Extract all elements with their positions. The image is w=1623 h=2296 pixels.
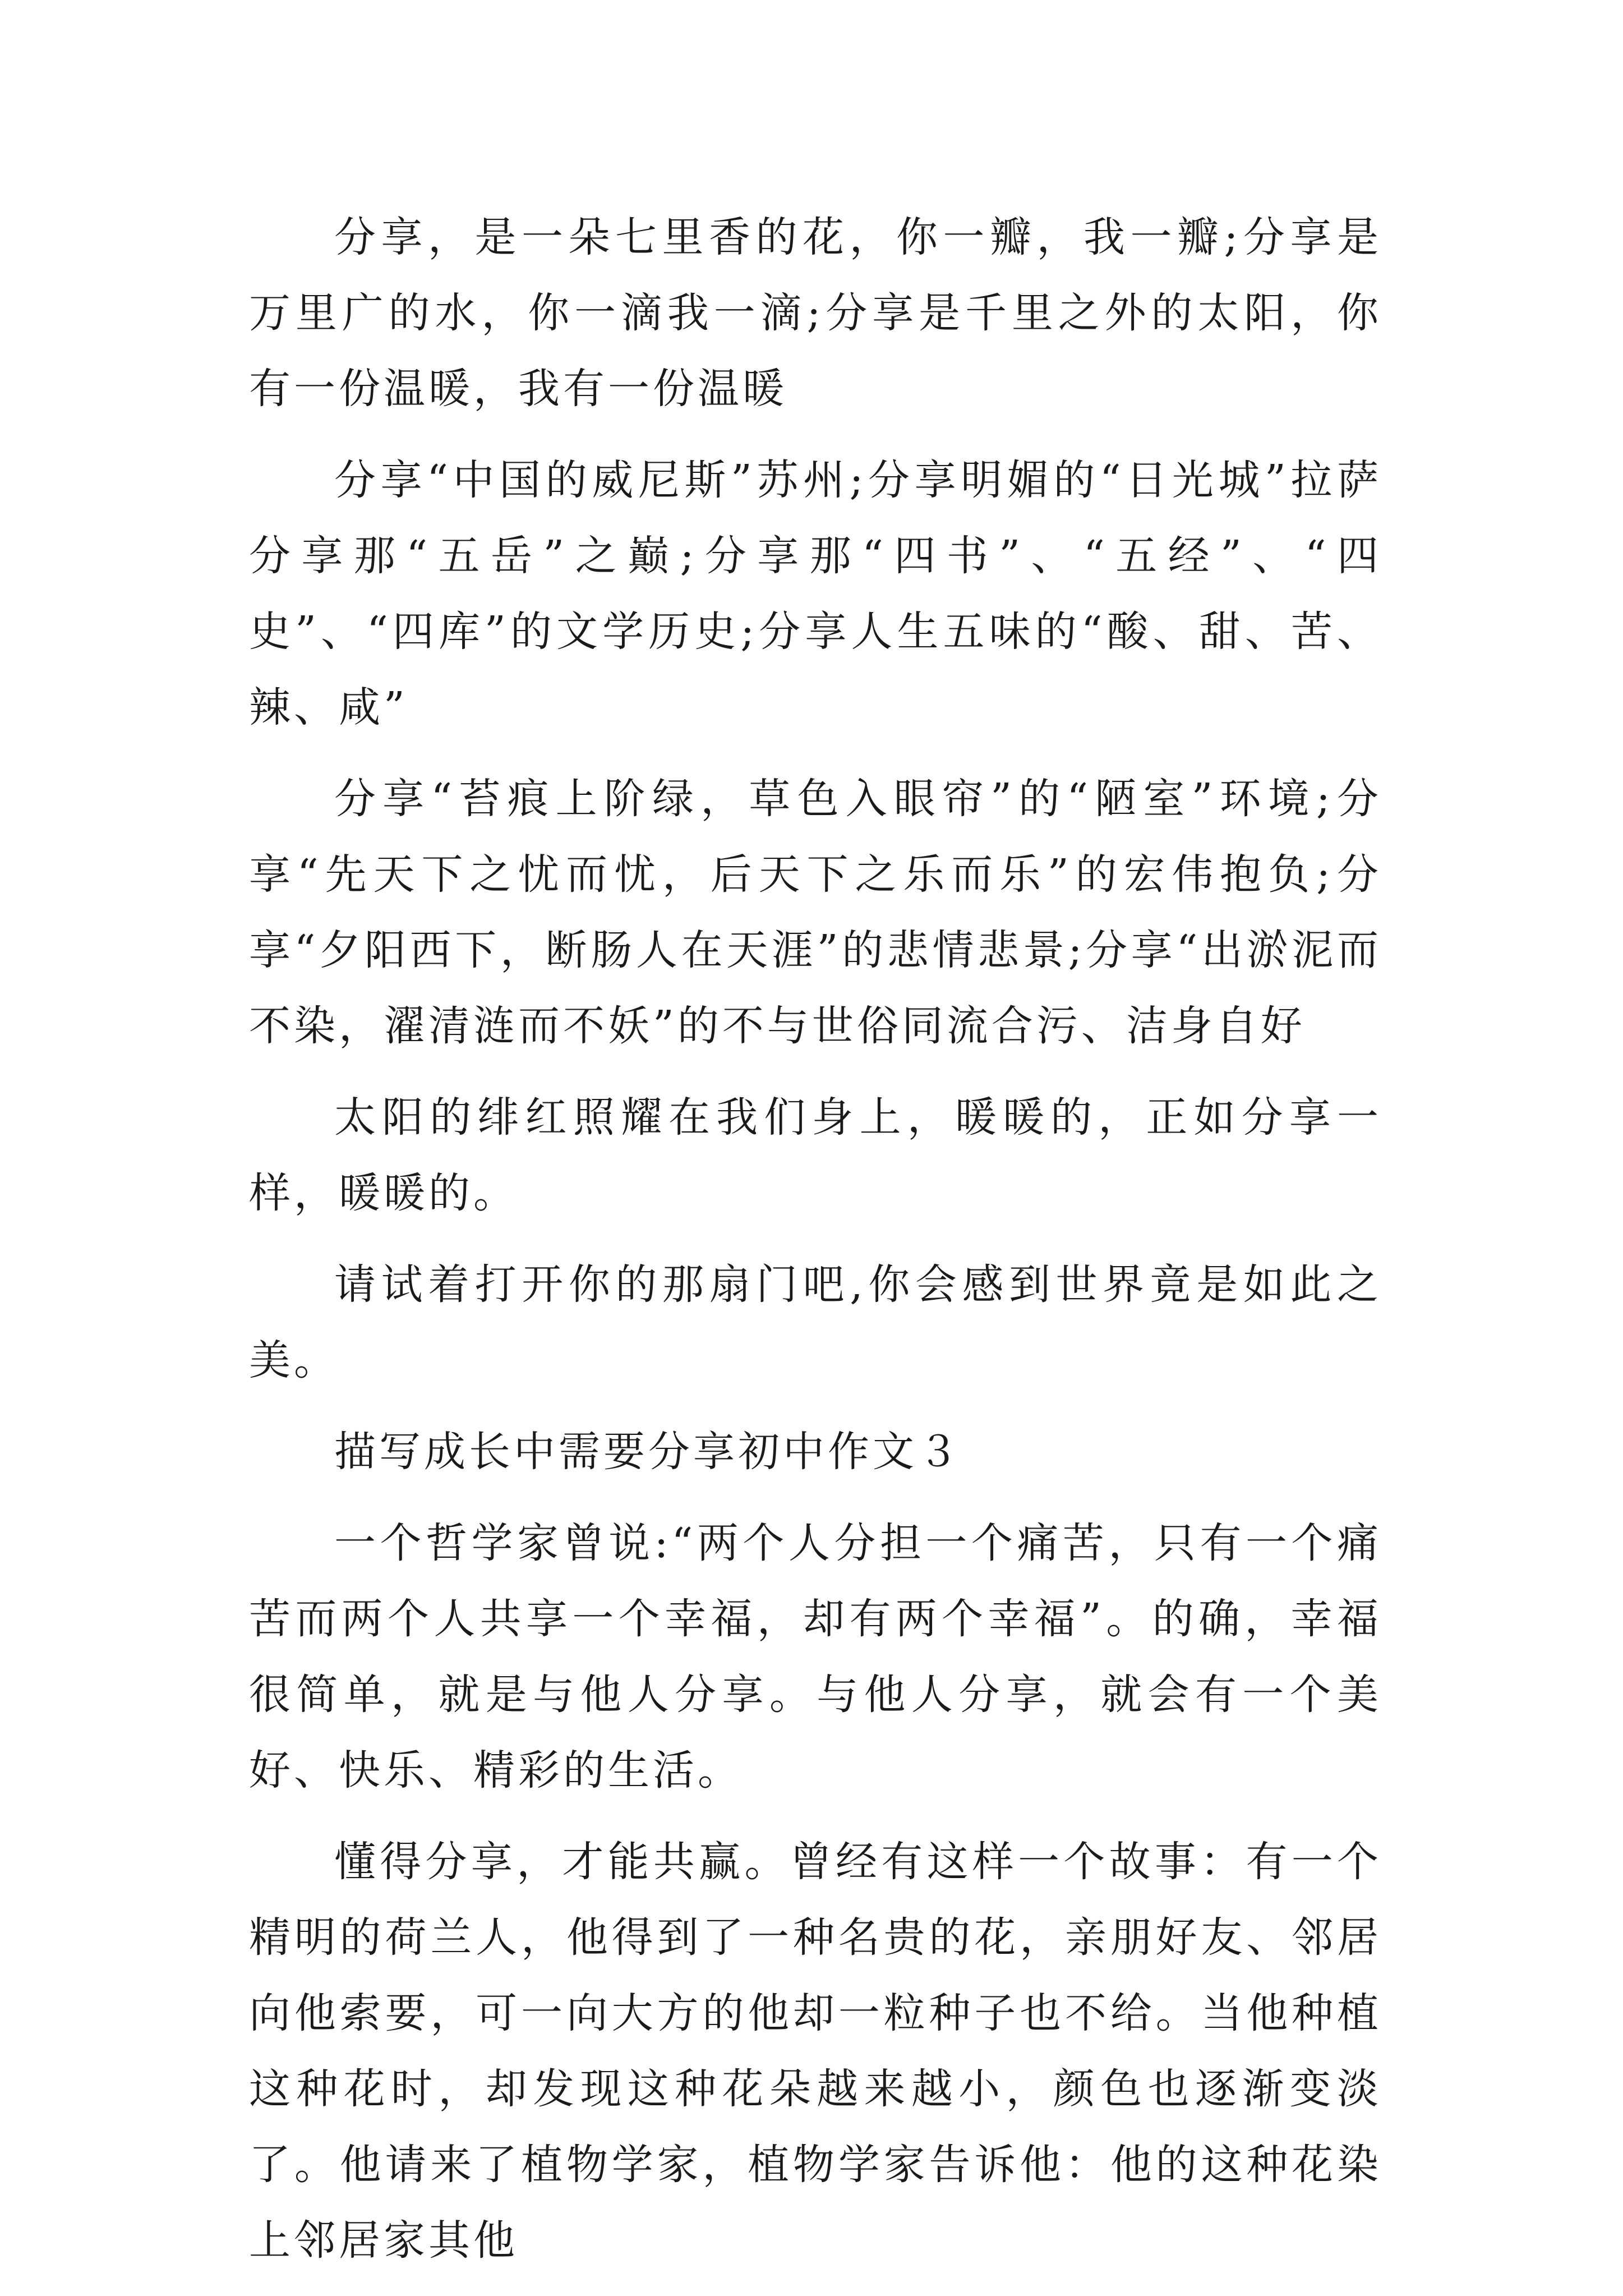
paragraph: 分享“中国的威尼斯”苏州;分享明媚的“日光城”拉萨分享那“五岳”之巅;分享那“四书”、“五经”、“四史”、“四库”的文学历史;分享人生五味的“酸、甜、苦、辣、咸” (249, 456, 1382, 731)
paragraph: 懂得分享，才能共赢。曾经有这样一个故事：有一个精明的荷兰人，他得到了一种名贵的花，亲朋好友、邻居向他索要，可一向大方的他却一粒种子也不给。当他种植这种花时，却发现这种花朵越来越小，颜色也逐渐变淡了。他请来了植物学家，植物学家告诉他：他的这种花染上邻居家其他 (249, 1838, 1382, 2265)
document-body (249, 200, 1382, 2294)
paragraph: 分享，是一朵七里香的花，你一瓣，我一瓣;分享是万里广的水，你一滴我一滴;分享是千里之外的太阳，你有一份温暖，我有一份温暖 (249, 213, 1382, 413)
paragraph: 分享“苔痕上阶绿，草色入眼帘”的“陋室”环境;分享“先天下之忧而忧，后天下之乐而乐”的宏伟抱负;分享“夕阳西下，断肠人在天涯”的悲情悲景;分享“出淤泥而不染，濯清涟而不妖”的不与世俗同流合污、洁身自好 (249, 775, 1382, 1050)
paragraph: 一个哲学家曾说:“两个人分担一个痛苦，只有一个痛苦而两个人共享一个幸福，却有两个幸福”。的确，幸福很简单，就是与他人分享。与他人分享，就会有一个美好、快乐、精彩的生活。 (249, 1519, 1382, 1795)
paragraph: 请试着打开你的那扇门吧,你会感到世界竟是如此之美。 (249, 1260, 1382, 1384)
section-heading: 描写成长中需要分享初中作文３ (334, 1428, 962, 1476)
paragraph: 太阳的绯红照耀在我们身上，暖暖的，正如分享一样，暖暖的。 (249, 1093, 1382, 1217)
